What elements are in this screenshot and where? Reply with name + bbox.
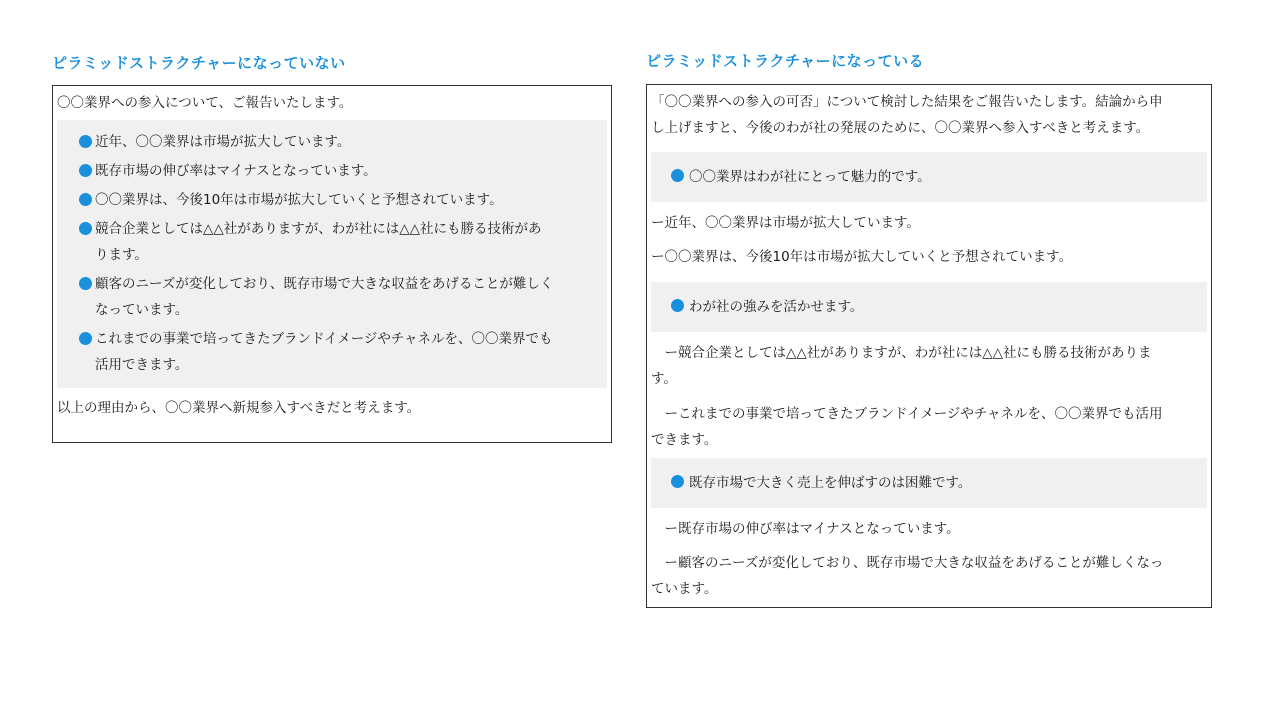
section-points (647, 508, 1211, 602)
list-item: 〇〇業界は、今後10年は市場が拡大していくと予想されています。 (57, 187, 607, 216)
left-panel-title: ピラミッドストラクチャーになっていない (52, 54, 346, 72)
right-panel-title: ピラミッドストラクチャーになっている (646, 52, 925, 70)
right-panel-box (646, 84, 1212, 608)
bullet-dot-icon (671, 299, 684, 312)
list-item: これまでの事業で培ってきたブランドイメージやチャネルを、〇〇業界でも 活用できます。 (57, 326, 607, 381)
list-item: 既存市場の伸び率はマイナスとなっています。 (57, 158, 607, 187)
bullet-dot-icon (671, 475, 684, 488)
bullet-dot-icon (79, 135, 92, 148)
left-intro: 〇〇業界への参入について、ご報告いたします。 (57, 95, 353, 111)
list-item: 近年、〇〇業界は市場が拡大しています。 (57, 129, 607, 158)
left-panel-box (52, 85, 612, 443)
list-item: ー競合企業としては△△社がありますが、わが社には△△社にも勝る技術がありま す。 (651, 345, 1152, 387)
list-item: ー既存市場の伸び率はマイナスとなっています。 (651, 521, 960, 537)
bullet-dot-icon (79, 164, 92, 177)
list-item: ー顧客のニーズが変化しており、既存市場で大きな収益をあげることが難しくなっ ています。 (651, 555, 1164, 597)
right-intro: 「〇〇業界への参入の可否」について検討した結果をご報告いたします。結論から申 し上げますと、今後のわが社の発展のために、〇〇業界へ参入すべきと考えます。 (651, 94, 1163, 136)
bullet-dot-icon (671, 169, 684, 182)
list-item: 競合企業としては△△社がありますが、わが社には△△社にも勝る技術があ ります。 (57, 216, 607, 271)
list-item: ー近年、〇〇業界は市場が拡大しています。 (651, 215, 920, 231)
section-heading: 〇〇業界はわが社にとって魅力的です。 (651, 152, 1207, 202)
left-conclusion: 以上の理由から、〇〇業界へ新規参入すべきだと考えます。 (57, 400, 421, 416)
bullet-dot-icon (79, 193, 92, 206)
bullet-dot-icon (79, 277, 92, 290)
section-heading: わが社の強みを活かせます。 (651, 282, 1207, 332)
section-points (647, 332, 1211, 458)
section-points (647, 202, 1211, 278)
bullet-dot-icon (79, 222, 92, 235)
bullet-dot-icon (79, 332, 92, 345)
list-item: 顧客のニーズが変化しており、既存市場で大きな収益をあげることが難しく なっています。 (57, 271, 607, 326)
left-bullet-list (57, 120, 607, 388)
list-item: ー〇〇業界は、今後10年は市場が拡大していくと予想されています。 (651, 249, 1073, 265)
section-heading: 既存市場で大きく売上を伸ばすのは困難です。 (651, 458, 1207, 508)
list-item: ーこれまでの事業で培ってきたブランドイメージやチャネルを、〇〇業界でも活用 できます。 (651, 406, 1163, 448)
